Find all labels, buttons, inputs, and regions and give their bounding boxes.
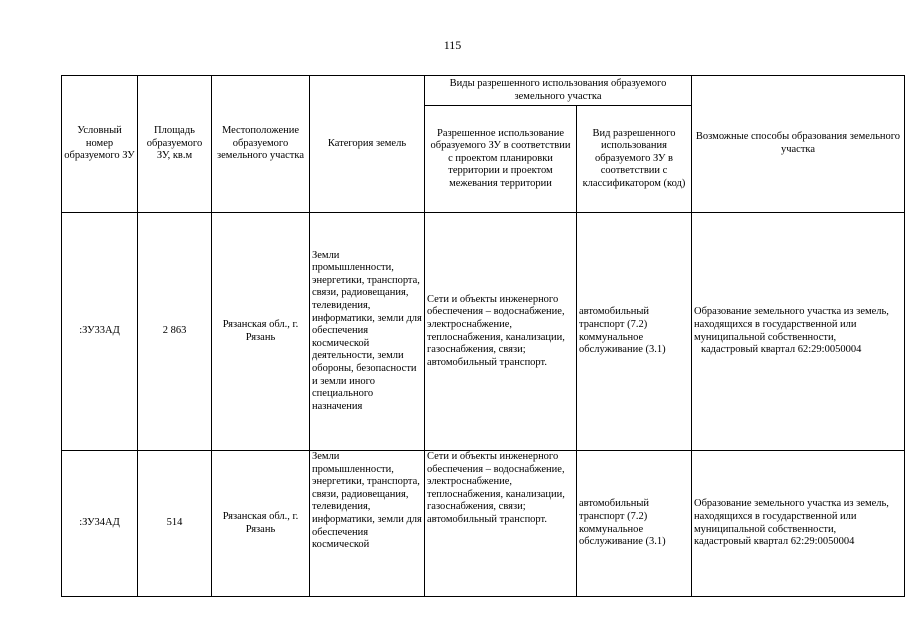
cell-formation-method [692,451,905,597]
cadastral-quarter-text: кадастровый квартал 62:29:0050004 [701,344,862,356]
cell-location: Рязанская обл., г. Рязань [212,451,310,597]
cadastral-quarter-text: кадастровый квартал 62:29:0050004 [694,536,855,548]
page-number: 115 [443,38,462,52]
cell-category [310,451,425,597]
header-location: Местоположение образуемого земельного участка [212,76,310,213]
cell-permitted-use-classifier: автомобильный транспорт (7.2) коммунальное обслуживание (3.1) [577,451,692,597]
header-cond-number: Условный номер образуемого ЗУ [62,76,138,213]
header-permitted-use-project: Разрешенное использование образуемого ЗУ в соответствии с проектом планировки территории и проектом межевания территории [425,106,577,213]
formation-method-text: Образование земельного участка из земель, находящихся в государственной или муниципальной собственности, [694,498,889,535]
cell-location: Рязанская обл., г. Рязань [212,213,310,451]
category-text: Земли промышленности, энергетики, транспорта, связи, радиовещания, телевидения, информатики, земли для обеспечения космической [312,451,422,551]
header-area: Площадь образуемого ЗУ, кв.м [138,76,212,213]
cell-category: Земли промышленности, энергетики, транспорта, связи, радиовещания, телевидения, информатики, земли для обеспечения космической деятельности, земли обороны, безопасности и земли иного специального назначения [310,213,425,451]
cell-formation-method [692,213,905,451]
cell-permitted-use-project: Сети и объекты инженерного обеспечения – водоснабжение, электроснабжение, теплоснабжения, канализации, газоснабжения, связи; автомобильный транспорт. [425,451,577,597]
table-row [62,213,905,451]
cell-cond-number: :ЗУ34АД [62,451,138,597]
header-permitted-use-classifier: Вид разрешенного использования образуемого ЗУ в соответствии с классификатором (код) [577,106,692,213]
cell-area: 514 [138,451,212,597]
cell-permitted-use-project: Сети и объекты инженерного обеспечения – водоснабжение, электроснабжение, теплоснабжения, канализации, газоснабжения, связи; автомобильный транспорт. [425,213,577,451]
header-row-1 [62,76,905,106]
formation-method-text: Образование земельного участка из земель, находящихся в государственной или муниципальной собственности, [694,306,889,343]
header-use-group: Виды разрешенного использования образуемого земельного участка [425,76,692,106]
header-category: Категория земель [310,76,425,213]
land-plot-table [61,75,905,597]
header-formation-methods: Возможные способы образования земельного участка [692,76,905,213]
cell-permitted-use-classifier: автомобильный транспорт (7.2) коммунальное обслуживание (3.1) [577,213,692,451]
cell-cond-number: :ЗУ33АД [62,213,138,451]
cell-area: 2 863 [138,213,212,451]
table-row [62,451,905,597]
